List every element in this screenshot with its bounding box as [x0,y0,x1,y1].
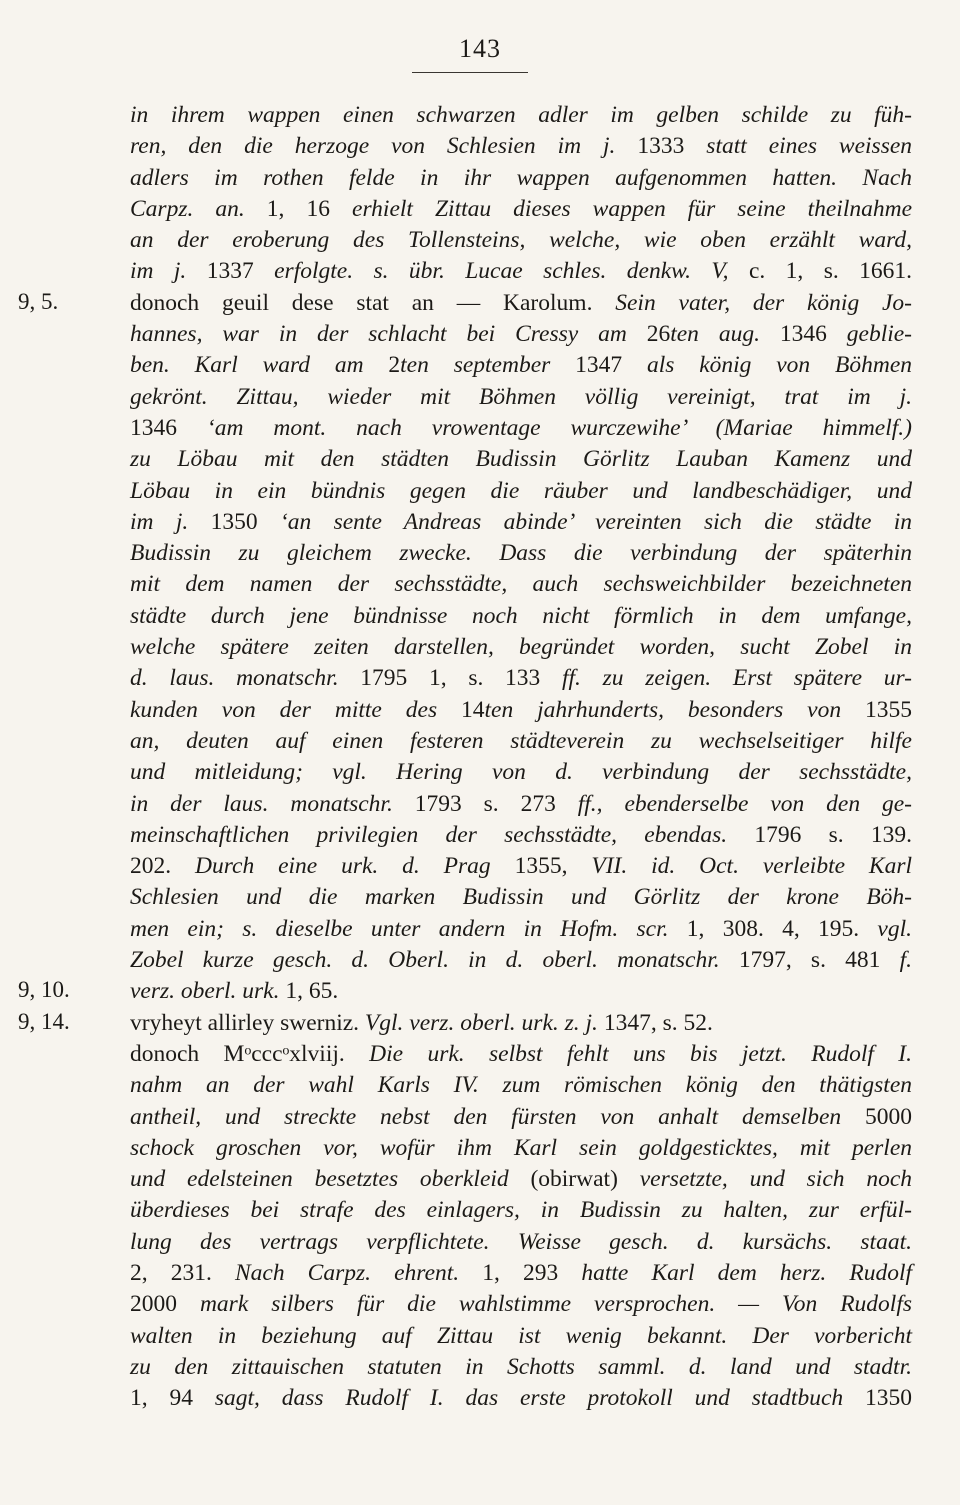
text-segment: an, deuten auf einen festeren städteverein zu wechselseitiger hilfe [130,727,912,754]
page-number: 143 [459,34,501,63]
text-segment: 1, 65. [285,978,339,1005]
text-line [130,1008,912,1039]
text-segment: schock groschen vor, wofür ihm Karl sein goldgesticktes, mit perlen [130,1134,912,1161]
text-line [130,695,912,726]
text-segment: 1, 308. 4, 195. [686,915,878,942]
text-segment: Durch eine urk. d. Prag [195,853,515,880]
text-line [130,663,912,694]
text-line [130,820,912,851]
text-segment: 1355 [865,696,912,723]
text-line [130,789,912,820]
text-segment: ren, den die herzoge von Schlesien im j. [130,133,638,160]
text-line [130,914,912,945]
text-segment: adlers im rothen felde in ihr wappen aufgenommen hatten. Nach [130,164,912,191]
text-line [130,288,912,319]
text-segment: ‘an sente Andreas abinde’ vereinten sich die städte in [279,508,913,535]
text-line [130,256,912,287]
text-segment: 1355, [514,853,592,880]
text-segment: hannes, war in der schlacht bei Cressy am [130,321,647,348]
text-segment: hatte Karl dem herz. Rudolf [581,1259,913,1286]
text-segment: d. laus. monatschr. [130,665,361,692]
text-segment: ben. Karl ward am [130,352,389,379]
text-line [130,882,912,913]
text-segment: 1, 94 [130,1385,215,1412]
text-line [130,319,912,350]
text-segment: sagt, dass Rudolf I. das erste protokoll und stadtbuch [214,1385,865,1412]
text-segment: 14 [461,696,485,723]
text-line [130,382,912,413]
text-line [130,851,912,882]
text-segment: (obirwat) [530,1166,640,1193]
text-line [130,726,912,757]
text-line [130,413,912,444]
text-segment: donoch geuil dese stat an — Karolum. [130,289,616,316]
text-segment: überdieses bei strafe des einlagers, in Budissin zu halten, zur erfül- [130,1197,912,1224]
text-segment: ten jahrhunderts, besonders von [484,696,865,723]
text-segment: erhielt Zittau dieses wappen für seine theilnahme [352,195,912,222]
text-line [130,444,912,475]
text-line [130,507,912,538]
text-segment: städte durch jene bündnisse noch nicht förmlich in dem umfange, [130,602,912,629]
text-segment: gekrönt. Zittau, wieder mit Böhmen völlig vereinigt, trat im j. [130,383,912,410]
text-segment: lung des vertrags verpflichtete. Weisse gesch. d. kursächs. staat. [130,1228,912,1255]
text-segment: im j. [130,258,207,285]
text-line [130,1164,912,1195]
text-line [130,225,912,256]
text-segment: antheil, und streckte nebst den fürsten von anhalt demselben [130,1103,865,1130]
text-line [130,1289,912,1320]
text-segment: ten september [400,352,576,379]
text-segment: Schlesien und die marken Budissin und Görlitz der krone Böh- [130,884,912,911]
text-segment: statt eines weissen [706,133,913,160]
text-line [130,976,912,1007]
text-segment: f. [899,947,913,974]
text-segment: 1347, s. 52. [603,1009,713,1036]
text-segment: Vgl. verz. oberl. urk. z. j. [364,1009,604,1036]
text-segment: 1333 [637,133,707,160]
text-line [130,1258,912,1289]
text-line [130,163,912,194]
text-segment: 2 [388,352,401,379]
text-line [130,757,912,788]
text-segment: Carpz. an. [130,195,267,222]
text-line [130,1321,912,1352]
text-segment: 1795 1, s. 133 [360,665,562,692]
text-segment: mark silbers für die wahlstimme versprochen. — Von Rudolfs [199,1291,913,1318]
text-segment: und edelsteinen besetztes oberkleid [130,1166,531,1193]
text-segment: geblie- [846,321,913,348]
text-segment: 1346 [130,414,207,441]
text-segment: zu den zittauischen statuten in Schotts samml. d. land und stadtr. [130,1353,912,1380]
text-segment: 1, 16 [266,195,353,222]
text-segment: 2000 [130,1291,200,1318]
text-line [130,194,912,225]
text-segment: 5000 [865,1103,912,1130]
text-segment: men ein; s. dieselbe unter andern in Hofm. scr. [130,915,687,942]
text-segment: im j. [130,508,211,535]
text-line [130,569,912,600]
text-segment: kunden von der mitte des [130,696,462,723]
text-segment: c. 1, s. 1661. [748,258,913,285]
text-segment: ff. zu zeigen. Erst spätere ur- [562,665,912,692]
text-segment: Die urk. selbst fehlt uns bis jetzt. Rudolf I. [369,1040,912,1067]
text-segment: 202. [130,853,196,880]
text-segment: 1347 [575,352,647,379]
text-segment: Zobel kurze gesch. d. Oberl. in d. oberl. monatschr. [130,947,739,974]
text-line [130,538,912,569]
text-segment: in der laus. monatschr. [130,790,415,817]
text-line [130,945,912,976]
text-segment: versetzte, und sich noch [639,1166,912,1193]
text-line [130,1070,912,1101]
text-segment: ‘am mont. nach vrowentage wurczewihe’ (Mariae himmelf.) [206,414,912,441]
text-line [130,1352,912,1383]
text-segment: Nach Carpz. ehrent. [234,1259,483,1286]
text-segment: donoch Mᵒcccᵒxlviij. [130,1040,370,1067]
text-line [130,601,912,632]
text-segment: als könig von Böhmen [646,352,913,379]
text-segment: 1793 s. 273 [414,790,578,817]
text-line [130,632,912,663]
text-segment: vryheyt allirley swerniz. [130,1009,365,1036]
text-line [130,1133,912,1164]
text-segment: nahm an der wahl Karls IV. zum römischen könig den thätigsten [130,1072,912,1099]
text-segment: erfolgte. s. übr. Lucae schles. denkw. V, [274,258,749,285]
text-segment: 26 [646,321,671,348]
text-segment: 1796 s. 139. [754,821,912,848]
text-line [130,1195,912,1226]
text-segment: vgl. [877,915,912,942]
text-segment: welche spätere zeiten darstellen, begründet worden, sucht Zobel in [130,634,912,661]
text-segment: 1346 [779,321,847,348]
text-line [130,131,912,162]
text-segment: Budissin zu gleichem zwecke. Dass die verbindung der späterhin [130,540,912,567]
margin-reference: 9, 14. [18,1008,70,1034]
text-segment: 1350 [865,1385,912,1412]
text-segment: und mitleidung; vgl. Hering von d. verbindung der sechsstädte, [130,759,912,786]
margin-reference: 9, 10. [18,977,70,1003]
text-segment: meinschaftlichen privilegien der sechsstädte, ebendas. [130,821,755,848]
text-segment: 2, 231. [130,1259,235,1286]
text-segment: 1350 [210,508,280,535]
text-segment: ten aug. [670,321,780,348]
text-line [130,100,912,131]
text-segment: VII. id. Oct. verleibte Karl [591,853,913,880]
header-rule [412,72,528,73]
text-segment: ff., ebenderselbe von den ge- [577,790,912,817]
text-segment: mit dem namen der sechsstädte, auch sechsweichbilder bezeichneten [130,571,912,598]
text-line [130,1039,912,1070]
text-line [130,1102,912,1133]
text-segment: in ihrem wappen einen schwarzen adler im gelben schilde zu füh- [130,102,912,128]
margin-reference: 9, 5. [18,288,59,314]
text-segment: verz. oberl. urk. [130,978,286,1005]
text-line [130,1227,912,1258]
text-segment: 1, 293 [482,1259,582,1286]
text-line [130,476,912,507]
text-segment: Sein vater, der könig Jo- [615,289,912,316]
text-segment: walten in beziehung auf Zittau ist wenig bekannt. Der vorbericht [130,1322,912,1349]
text-segment: 1337 [206,258,275,285]
body-text [130,100,912,1414]
text-segment: Löbau in ein bündnis gegen die räuber und landbeschädiger, und [130,477,912,504]
text-line [130,350,912,381]
text-segment: an der eroberung des Tollensteins, welche, wie oben erzählt ward, [130,227,912,254]
text-segment: 1797, s. 481 [738,947,900,974]
text-line [130,1383,912,1414]
text-segment: zu Löbau mit den städten Budissin Görlitz Lauban Kamenz und [130,446,912,473]
